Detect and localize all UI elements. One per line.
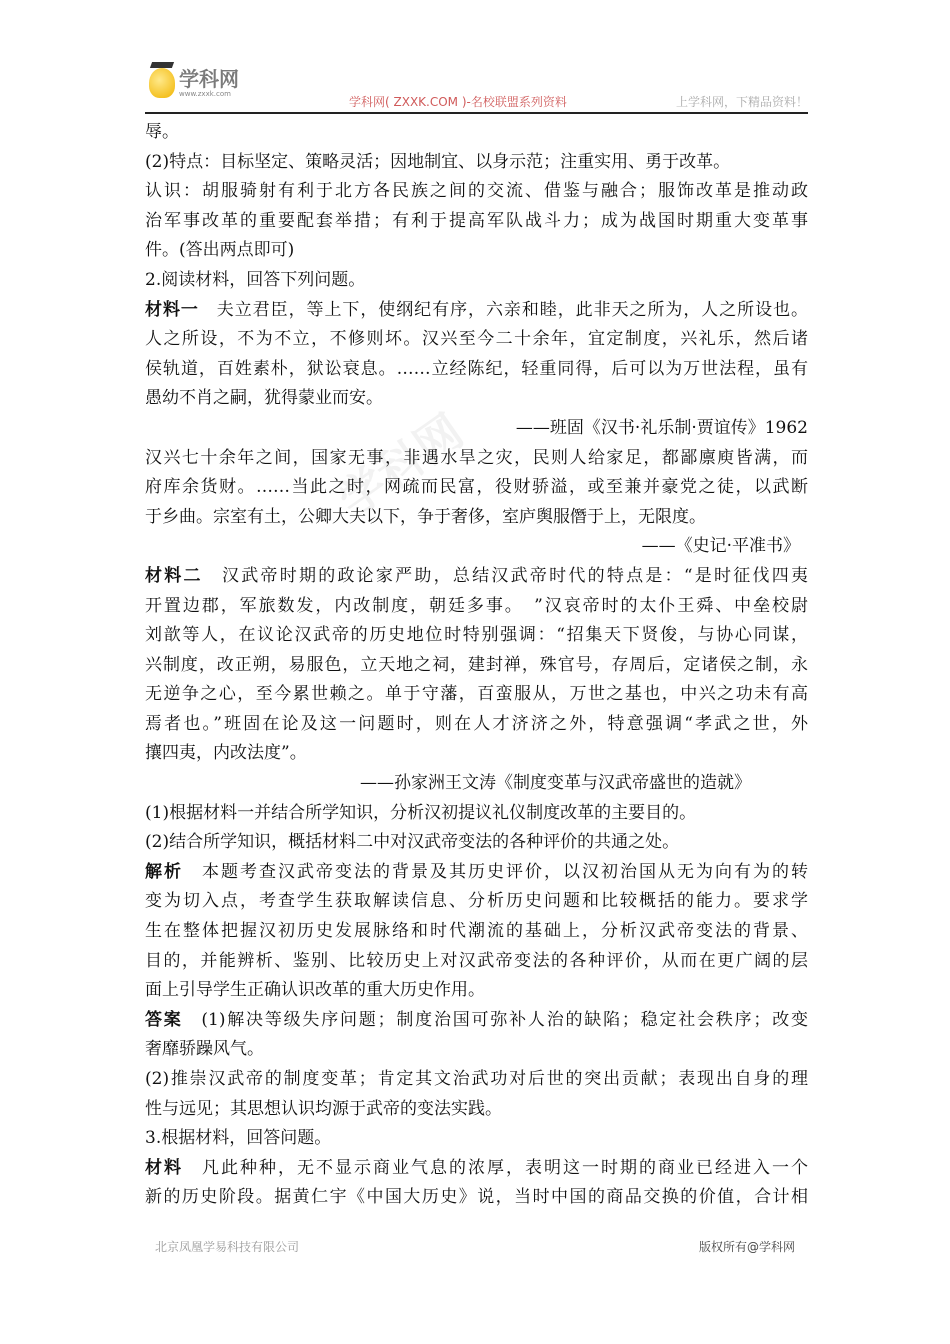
line-text: ——班固《汉书·礼乐制·贾谊传》1962 — [515, 417, 808, 438]
lightbulb-mascot-icon — [149, 68, 175, 98]
line-text: 无逆争之心，至今累世赖之。单于守藩，百蛮服从，万世之基也，中兴之功未有高 — [145, 684, 808, 705]
text-line — [145, 236, 808, 266]
zxxk-logo — [149, 68, 239, 98]
line-text: 性与远见；其思想认识均源于武帝的变法实践。 — [145, 1098, 502, 1119]
line-text: 目的，并能辨析、鉴别、比较历史上对汉武帝变法的各种评价，从而在更广阔的层 — [145, 950, 808, 971]
source-citation — [145, 769, 808, 799]
text-line — [145, 621, 808, 651]
line-text: 3.根据材料，回答问题。 — [145, 1128, 332, 1149]
text-line — [145, 444, 808, 474]
text-line — [145, 1095, 808, 1125]
line-text: 奢靡骄躁风气。 — [145, 1039, 264, 1060]
text-line — [145, 118, 808, 148]
section-label: 材料一 — [145, 299, 199, 320]
text-line — [145, 1065, 808, 1095]
text-line — [145, 1124, 808, 1154]
line-text: (2)结合所学知识，概括材料二中对汉武帝变法的各种评价的共通之处。 — [145, 832, 680, 853]
text-line — [145, 1154, 808, 1184]
line-text: (2)推崇汉武帝的制度变革；肯定其文治武功对后世的突出贡献；表现出自身的理 — [145, 1069, 808, 1089]
text-line — [145, 177, 808, 207]
text-line — [145, 976, 808, 1006]
line-text: 认识：胡服骑射有利于北方各民族之间的交流、借鉴与融合；服饰改革是推动政 — [145, 181, 808, 202]
watermark: 学科网 — [328, 403, 473, 528]
text-line — [145, 473, 808, 503]
line-text: 愚幼不肖之嗣，犹得蒙业而安。 — [145, 388, 383, 409]
logo-url: www.zxxk.com — [179, 90, 231, 98]
line-text: 攘四夷，内改法度”。 — [145, 743, 307, 764]
text-line — [145, 917, 808, 947]
line-text: 2.阅读材料，回答下列问题。 — [145, 269, 366, 290]
text-line — [145, 296, 808, 326]
text-line — [145, 858, 808, 888]
text-line — [145, 207, 808, 237]
text-line — [145, 1035, 808, 1065]
line-text: 生在整体把握汉初历史发展脉络和时代潮流的基础上，分析汉武帝变法的背景、 — [145, 921, 808, 942]
text-line — [145, 148, 808, 178]
text-line — [145, 887, 808, 917]
text-line — [145, 503, 808, 533]
line-text: (1)根据材料一并结合所学知识，分析汉初提议礼仪制度改革的主要目的。 — [145, 802, 697, 823]
text-line — [145, 1006, 808, 1036]
text-line — [145, 680, 808, 710]
text-line — [145, 799, 808, 829]
text-line — [145, 384, 808, 414]
line-text: ——孙家洲王文涛《制度变革与汉武帝盛世的造就》 — [360, 773, 751, 794]
text-line — [145, 828, 808, 858]
line-text: 刘歆等人，在议论汉武帝的历史地位时特别强调：“招集天下贤俊，与协心同谋， — [145, 625, 808, 646]
text-line — [145, 325, 808, 355]
text-line — [145, 266, 808, 296]
line-text: ——《史记·平准书》 — [641, 536, 800, 557]
line-text: 凡此种种，无不显示商业气息的浓厚，表明这一时期的商业已经进入一个 — [183, 1157, 808, 1178]
source-citation — [145, 414, 808, 444]
line-text: (1)解决等级失序问题；制度治国可弥补人治的缺陷；稳定社会秩序；改变 — [182, 1009, 808, 1030]
text-line — [145, 651, 808, 681]
line-text: 辱。 — [145, 122, 179, 142]
text-line — [145, 710, 808, 740]
document-body — [145, 118, 808, 1213]
section-label: 解析 — [145, 861, 183, 882]
section-label: 材料二 — [145, 565, 203, 586]
source-citation — [145, 532, 808, 562]
text-line — [145, 739, 808, 769]
line-text: 汉兴七十余年之间，国家无事，非遇水旱之灾，民则人给家足，都鄙廪庾皆满，而 — [145, 447, 808, 468]
line-text: 开置边郡，军旅数发，内改制度，朝廷多事。 ”汉哀帝时的太仆王舜、中垒校尉 — [145, 595, 808, 616]
line-text: (2)特点：目标坚定、策略灵活；因地制宜、以身示范；注重实用、勇于改革。 — [145, 151, 731, 172]
line-text: 件。(答出两点即可) — [145, 240, 295, 261]
text-line — [145, 592, 808, 622]
text-line — [145, 562, 808, 592]
line-text: 汉武帝时期的政论家严助，总结汉武帝时代的特点是：“是时征伐四夷 — [202, 565, 808, 586]
header-slogan: 上学科网，下精品资料！ — [675, 95, 808, 109]
line-text: 于乡曲。宗室有土，公卿大夫以下，争于奢侈，室庐舆服僭于上，无限度。 — [145, 506, 706, 527]
header-center-text: 学科网( ZXXK.COM )-名校联盟系列资料 — [349, 95, 567, 109]
text-line — [145, 355, 808, 385]
line-text: 新的历史阶段。据黄仁宇《中国大历史》说，当时中国的商品交换的价值，合计相 — [145, 1187, 808, 1208]
logo-name: 学科网 — [179, 67, 239, 91]
line-text: 兴制度，改正朔，易服色，立天地之祠，建封禅，殊官号，存周后，定诸侯之制，永 — [145, 654, 808, 675]
text-line — [145, 947, 808, 977]
line-text: 侯轨道，百姓素朴，狱讼衰息。……立经陈纪，轻重同得，后可以为万世法程，虽有 — [145, 358, 808, 379]
line-text: 面上引导学生正确认识改革的重大历史作用。 — [145, 980, 485, 1001]
line-text: 府库余货财。……当此之时，网疏而民富，役财骄溢，或至兼并豪党之徒，以武断 — [145, 477, 808, 498]
line-text: 变为切入点，考查学生获取解读信息、分析历史问题和比较概括的能力。要求学 — [145, 891, 808, 912]
section-label: 答案 — [145, 1009, 183, 1030]
page-header — [145, 66, 808, 114]
line-text: 本题考查汉武帝变法的背景及其历史评价，以汉初治国从无为向有为的转 — [183, 861, 808, 882]
text-line — [145, 1183, 808, 1213]
section-label: 材料 — [145, 1157, 183, 1178]
line-text: 焉者也。”班固在论及这一问题时，则在人才济济之外，特意强调“孝武之世，外 — [145, 713, 808, 734]
line-text: 夫立君臣，等上下，使纲纪有序，六亲和睦，此非天之所为，人之所设也。 — [198, 299, 808, 320]
footer-company: 北京凤凰学易科技有限公司 — [155, 1240, 300, 1254]
line-text: 人之所设，不为不立，不修则坏。汉兴至今二十余年，宜定制度，兴礼乐，然后诸 — [145, 329, 808, 350]
line-text: 治军事改革的重要配套举措；有利于提高军队战斗力；成为战国时期重大变革事 — [145, 210, 808, 231]
footer-copyright: 版权所有@学科网 — [698, 1240, 795, 1254]
